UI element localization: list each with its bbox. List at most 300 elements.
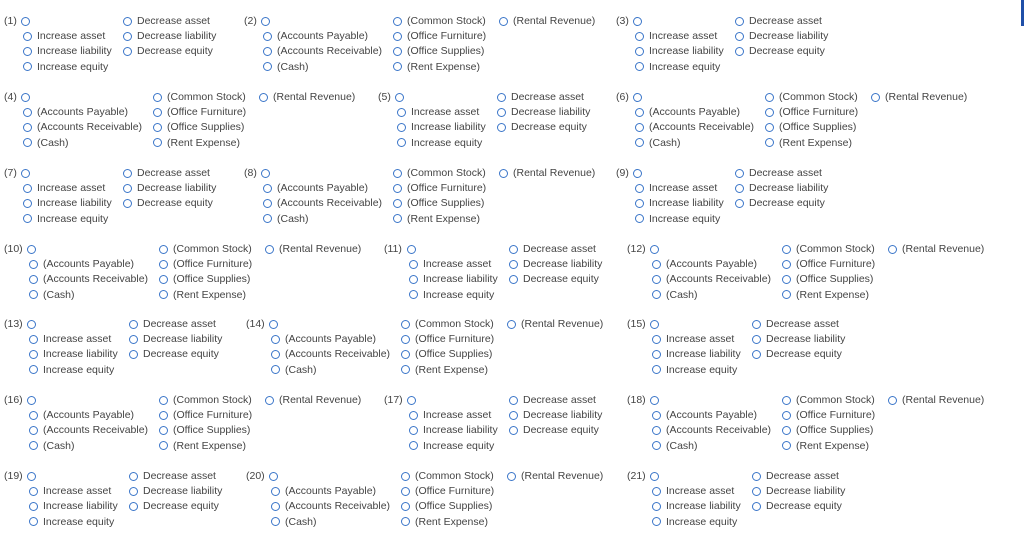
option-increase-equity[interactable]	[23, 60, 108, 74]
option-label: (Rental Revenue)	[273, 91, 356, 103]
option-accounts-receivable[interactable]	[635, 120, 754, 134]
option-label: Increase liability	[649, 45, 724, 58]
blank-radio[interactable]	[633, 90, 647, 104]
radio-icon	[27, 396, 36, 405]
radio-icon	[401, 320, 410, 329]
radio-icon	[635, 184, 644, 193]
radio-icon	[507, 472, 516, 481]
option-decrease-equity[interactable]	[752, 499, 842, 513]
option-common-stock[interactable]	[153, 90, 246, 104]
radio-icon	[23, 62, 32, 71]
option-increase-equity[interactable]	[29, 515, 114, 529]
option-rent-expense[interactable]	[765, 136, 852, 150]
option-decrease-asset[interactable]	[129, 317, 216, 331]
option-decrease-asset[interactable]	[735, 166, 822, 180]
option-rental-revenue[interactable]	[888, 242, 984, 256]
option-label: Decrease asset	[143, 470, 216, 482]
option-accounts-payable[interactable]	[652, 408, 757, 422]
radio-icon	[129, 502, 138, 511]
radio-icon	[497, 93, 506, 102]
radio-icon	[752, 335, 761, 344]
radio-icon	[652, 517, 661, 526]
option-increase-asset[interactable]	[635, 181, 717, 195]
option-increase-liability[interactable]	[23, 44, 112, 58]
option-increase-equity[interactable]	[409, 439, 494, 453]
radio-icon	[752, 502, 761, 511]
option-label: (Accounts Payable)	[285, 333, 377, 346]
option-rental-revenue[interactable]	[499, 166, 595, 180]
question-number: (17)	[384, 394, 403, 406]
option-decrease-asset[interactable]	[509, 242, 596, 256]
question-number: (11)	[384, 243, 402, 255]
option-increase-asset[interactable]	[23, 181, 105, 195]
option-accounts-receivable[interactable]	[23, 120, 142, 134]
option-rental-revenue[interactable]	[507, 469, 603, 483]
option-accounts-payable[interactable]	[23, 105, 128, 119]
option-decrease-liability[interactable]	[129, 484, 222, 498]
option-increase-asset[interactable]	[652, 484, 734, 498]
option-office-supplies[interactable]	[782, 272, 873, 286]
option-common-stock[interactable]	[401, 317, 494, 331]
radio-icon	[782, 245, 791, 254]
option-cash[interactable]	[263, 60, 309, 74]
option-increase-equity[interactable]	[397, 136, 482, 150]
option-increase-liability[interactable]	[652, 499, 741, 513]
option-decrease-liability[interactable]	[752, 332, 845, 346]
option-label: (Office Furniture)	[173, 409, 253, 422]
option-increase-liability[interactable]	[635, 196, 724, 210]
option-cash[interactable]	[652, 439, 698, 453]
radio-icon	[635, 138, 644, 147]
radio-icon	[652, 411, 661, 420]
option-label: Decrease asset	[523, 243, 596, 255]
option-decrease-liability[interactable]	[129, 332, 222, 346]
radio-icon	[393, 214, 402, 223]
question-number: (1)	[4, 15, 17, 27]
radio-icon	[159, 245, 168, 254]
option-rental-revenue[interactable]	[507, 317, 603, 331]
option-office-furniture[interactable]	[159, 408, 252, 422]
option-decrease-equity[interactable]	[123, 196, 213, 210]
option-accounts-receivable[interactable]	[263, 196, 382, 210]
option-label: Decrease equity	[523, 424, 599, 437]
option-label: Increase equity	[37, 60, 109, 73]
blank-radio[interactable]	[261, 14, 275, 28]
option-label: Increase asset	[649, 30, 718, 43]
option-decrease-liability[interactable]	[509, 408, 602, 422]
option-label: (Common Stock)	[415, 470, 494, 482]
option-label: Decrease liability	[143, 485, 223, 498]
option-decrease-equity[interactable]	[123, 44, 213, 58]
radio-icon	[407, 396, 416, 405]
radio-icon	[635, 47, 644, 56]
question-number: (5)	[378, 91, 391, 103]
option-decrease-liability[interactable]	[752, 484, 845, 498]
option-cash[interactable]	[263, 212, 309, 226]
option-label: Increase liability	[666, 348, 741, 361]
option-label: (Accounts Payable)	[277, 30, 369, 43]
option-increase-liability[interactable]	[652, 347, 741, 361]
question-number: (10)	[4, 243, 23, 255]
option-increase-asset[interactable]	[23, 29, 105, 43]
blank-radio[interactable]	[21, 90, 35, 104]
option-rental-revenue[interactable]	[871, 90, 967, 104]
option-label: Increase equity	[37, 212, 109, 225]
radio-icon	[401, 487, 410, 496]
option-cash[interactable]	[635, 136, 681, 150]
option-decrease-asset[interactable]	[509, 393, 596, 407]
radio-icon	[401, 350, 410, 359]
option-accounts-payable[interactable]	[635, 105, 740, 119]
option-increase-equity[interactable]	[29, 363, 114, 377]
radio-icon	[393, 169, 402, 178]
option-label: Decrease liability	[137, 182, 217, 195]
option-rent-expense[interactable]	[153, 136, 240, 150]
option-label: Increase equity	[649, 212, 721, 225]
radio-icon	[159, 441, 168, 450]
option-label: Increase asset	[666, 333, 735, 346]
option-cash[interactable]	[271, 363, 317, 377]
option-decrease-equity[interactable]	[735, 44, 825, 58]
option-rent-expense[interactable]	[401, 363, 488, 377]
option-office-supplies[interactable]	[782, 423, 873, 437]
option-label: Decrease liability	[749, 182, 829, 195]
option-rental-revenue[interactable]	[259, 90, 355, 104]
radio-icon	[393, 62, 402, 71]
question-number: (9)	[616, 167, 629, 179]
option-office-furniture[interactable]	[393, 29, 486, 43]
option-accounts-payable[interactable]	[652, 257, 757, 271]
option-cash[interactable]	[29, 439, 75, 453]
radio-icon	[269, 472, 278, 481]
option-accounts-receivable[interactable]	[29, 272, 148, 286]
option-label: (Accounts Payable)	[43, 258, 135, 271]
option-accounts-payable[interactable]	[271, 484, 376, 498]
option-office-furniture[interactable]	[782, 257, 875, 271]
radio-icon	[261, 17, 270, 26]
blank-radio[interactable]	[407, 393, 421, 407]
option-accounts-receivable[interactable]	[271, 499, 390, 513]
option-decrease-liability[interactable]	[735, 181, 828, 195]
option-increase-equity[interactable]	[409, 288, 494, 302]
radio-icon	[271, 365, 280, 374]
option-label: (Common Stock)	[779, 91, 858, 103]
option-decrease-liability[interactable]	[497, 105, 590, 119]
option-decrease-equity[interactable]	[509, 272, 599, 286]
radio-icon	[652, 487, 661, 496]
radio-icon	[129, 320, 138, 329]
option-label: Increase asset	[666, 485, 735, 498]
radio-icon	[652, 350, 661, 359]
option-label: (Cash)	[666, 288, 698, 301]
option-accounts-receivable[interactable]	[271, 347, 390, 361]
option-increase-asset[interactable]	[409, 257, 491, 271]
option-cash[interactable]	[23, 136, 69, 150]
option-label: (Office Furniture)	[796, 409, 876, 422]
radio-icon	[29, 426, 38, 435]
option-label: Increase liability	[37, 45, 112, 58]
blank-radio[interactable]	[650, 393, 664, 407]
option-increase-liability[interactable]	[23, 196, 112, 210]
radio-icon	[159, 290, 168, 299]
radio-icon	[159, 260, 168, 269]
option-label: (Common Stock)	[173, 243, 252, 255]
option-office-furniture[interactable]	[393, 181, 486, 195]
option-office-supplies[interactable]	[765, 120, 856, 134]
option-label: (Common Stock)	[167, 91, 246, 103]
question-number: (8)	[244, 167, 257, 179]
blank-radio[interactable]	[27, 469, 41, 483]
option-increase-equity[interactable]	[23, 212, 108, 226]
radio-icon	[635, 108, 644, 117]
option-office-furniture[interactable]	[159, 257, 252, 271]
option-decrease-asset[interactable]	[123, 14, 210, 28]
option-common-stock[interactable]	[765, 90, 858, 104]
option-common-stock[interactable]	[393, 166, 486, 180]
option-accounts-payable[interactable]	[29, 408, 134, 422]
option-rent-expense[interactable]	[401, 515, 488, 529]
option-decrease-asset[interactable]	[129, 469, 216, 483]
radio-icon	[123, 17, 132, 26]
option-increase-liability[interactable]	[397, 120, 486, 134]
option-office-supplies[interactable]	[401, 499, 492, 513]
option-accounts-receivable[interactable]	[652, 423, 771, 437]
option-label: Increase liability	[423, 424, 498, 437]
option-increase-asset[interactable]	[652, 332, 734, 346]
radio-icon	[509, 426, 518, 435]
option-accounts-payable[interactable]	[29, 257, 134, 271]
option-label: Decrease liability	[511, 106, 591, 119]
option-rental-revenue[interactable]	[265, 393, 361, 407]
radio-icon	[393, 32, 402, 41]
option-decrease-liability[interactable]	[123, 29, 216, 43]
blank-radio[interactable]	[650, 469, 664, 483]
option-common-stock[interactable]	[393, 14, 486, 28]
radio-icon	[153, 123, 162, 132]
radio-icon	[782, 441, 791, 450]
option-decrease-equity[interactable]	[735, 196, 825, 210]
radio-icon	[259, 93, 268, 102]
option-accounts-receivable[interactable]	[652, 272, 771, 286]
radio-icon	[752, 472, 761, 481]
radio-icon	[21, 17, 30, 26]
option-office-supplies[interactable]	[159, 423, 250, 437]
option-increase-liability[interactable]	[409, 272, 498, 286]
option-common-stock[interactable]	[159, 393, 252, 407]
option-office-supplies[interactable]	[159, 272, 250, 286]
option-accounts-receivable[interactable]	[29, 423, 148, 437]
option-label: (Rent Expense)	[796, 288, 869, 301]
radio-icon	[782, 426, 791, 435]
option-office-supplies[interactable]	[393, 44, 484, 58]
option-label: Decrease liability	[523, 258, 603, 271]
option-label: Decrease asset	[137, 167, 210, 179]
radio-icon	[23, 199, 32, 208]
radio-icon	[407, 245, 416, 254]
radio-icon	[129, 350, 138, 359]
question-number: (4)	[4, 91, 17, 103]
option-increase-liability[interactable]	[29, 499, 118, 513]
option-label: (Accounts Receivable)	[285, 500, 391, 513]
option-increase-equity[interactable]	[635, 60, 720, 74]
option-rent-expense[interactable]	[782, 439, 869, 453]
option-label: (Rent Expense)	[167, 136, 240, 149]
option-label: (Office Supplies)	[779, 121, 857, 134]
radio-icon	[393, 199, 402, 208]
blank-radio[interactable]	[650, 242, 664, 256]
radio-icon	[271, 350, 280, 359]
option-common-stock[interactable]	[401, 469, 494, 483]
radio-icon	[409, 441, 418, 450]
option-label: (Accounts Payable)	[285, 485, 377, 498]
radio-icon	[409, 260, 418, 269]
option-increase-liability[interactable]	[635, 44, 724, 58]
option-label: Increase equity	[666, 515, 738, 528]
radio-icon	[507, 320, 516, 329]
blank-radio[interactable]	[633, 166, 647, 180]
radio-icon	[23, 184, 32, 193]
radio-icon	[393, 47, 402, 56]
option-decrease-equity[interactable]	[509, 423, 599, 437]
option-office-furniture[interactable]	[153, 105, 246, 119]
option-increase-asset[interactable]	[409, 408, 491, 422]
option-office-furniture[interactable]	[401, 332, 494, 346]
option-label: (Rental Revenue)	[885, 91, 968, 103]
option-increase-equity[interactable]	[652, 363, 737, 377]
option-office-furniture[interactable]	[401, 484, 494, 498]
radio-icon	[497, 123, 506, 132]
option-label: (Office Supplies)	[415, 500, 493, 513]
radio-icon	[21, 93, 30, 102]
option-accounts-payable[interactable]	[263, 29, 368, 43]
option-cash[interactable]	[271, 515, 317, 529]
option-rental-revenue[interactable]	[265, 242, 361, 256]
option-decrease-liability[interactable]	[735, 29, 828, 43]
option-common-stock[interactable]	[159, 242, 252, 256]
option-label: Increase equity	[43, 363, 115, 376]
option-rent-expense[interactable]	[782, 288, 869, 302]
radio-icon	[263, 214, 272, 223]
option-decrease-asset[interactable]	[497, 90, 584, 104]
option-rental-revenue[interactable]	[499, 14, 595, 28]
option-label: (Accounts Payable)	[649, 106, 741, 119]
option-decrease-equity[interactable]	[129, 499, 219, 513]
option-cash[interactable]	[29, 288, 75, 302]
option-rent-expense[interactable]	[393, 60, 480, 74]
option-increase-asset[interactable]	[29, 332, 111, 346]
blank-radio[interactable]	[27, 242, 41, 256]
radio-icon	[123, 184, 132, 193]
option-office-supplies[interactable]	[153, 120, 244, 134]
blank-radio[interactable]	[650, 317, 664, 331]
radio-icon	[735, 199, 744, 208]
option-accounts-payable[interactable]	[263, 181, 368, 195]
option-rent-expense[interactable]	[159, 288, 246, 302]
option-label: (Common Stock)	[407, 167, 486, 179]
option-decrease-equity[interactable]	[752, 347, 842, 361]
radio-icon	[635, 199, 644, 208]
option-increase-asset[interactable]	[29, 484, 111, 498]
option-increase-liability[interactable]	[409, 423, 498, 437]
radio-icon	[633, 17, 642, 26]
radio-icon	[650, 472, 659, 481]
option-label: (Rental Revenue)	[902, 394, 985, 406]
blank-radio[interactable]	[21, 14, 35, 28]
option-decrease-equity[interactable]	[497, 120, 587, 134]
question-number: (7)	[4, 167, 17, 179]
option-office-supplies[interactable]	[401, 347, 492, 361]
blank-radio[interactable]	[269, 317, 283, 331]
option-decrease-liability[interactable]	[509, 257, 602, 271]
option-decrease-asset[interactable]	[752, 317, 839, 331]
radio-icon	[271, 517, 280, 526]
option-decrease-asset[interactable]	[123, 166, 210, 180]
option-increase-equity[interactable]	[635, 212, 720, 226]
radio-icon	[159, 275, 168, 284]
question-number: (12)	[627, 243, 646, 255]
option-accounts-receivable[interactable]	[263, 44, 382, 58]
blank-radio[interactable]	[27, 317, 41, 331]
radio-icon	[401, 472, 410, 481]
option-label: (Common Stock)	[796, 243, 875, 255]
blank-radio[interactable]	[395, 90, 409, 104]
option-label: (Office Furniture)	[173, 258, 253, 271]
option-label: Decrease equity	[766, 500, 842, 513]
option-label: Decrease equity	[137, 45, 213, 58]
radio-icon	[23, 47, 32, 56]
option-decrease-liability[interactable]	[123, 181, 216, 195]
option-label: (Cash)	[277, 212, 309, 225]
option-common-stock[interactable]	[782, 242, 875, 256]
option-label: Increase liability	[649, 197, 724, 210]
option-decrease-asset[interactable]	[735, 14, 822, 28]
blank-radio[interactable]	[269, 469, 283, 483]
blank-radio[interactable]	[633, 14, 647, 28]
option-rental-revenue[interactable]	[888, 393, 984, 407]
option-office-furniture[interactable]	[765, 105, 858, 119]
radio-icon	[652, 365, 661, 374]
option-decrease-asset[interactable]	[752, 469, 839, 483]
option-accounts-payable[interactable]	[271, 332, 376, 346]
blank-radio[interactable]	[21, 166, 35, 180]
option-increase-asset[interactable]	[635, 29, 717, 43]
radio-icon	[401, 335, 410, 344]
option-rent-expense[interactable]	[393, 212, 480, 226]
blank-radio[interactable]	[27, 393, 41, 407]
option-decrease-equity[interactable]	[129, 347, 219, 361]
option-rent-expense[interactable]	[159, 439, 246, 453]
blank-radio[interactable]	[407, 242, 421, 256]
option-increase-equity[interactable]	[652, 515, 737, 529]
blank-radio[interactable]	[261, 166, 275, 180]
option-label: (Common Stock)	[415, 318, 494, 330]
option-label: Increase liability	[423, 273, 498, 286]
radio-icon	[888, 245, 897, 254]
option-common-stock[interactable]	[782, 393, 875, 407]
option-increase-asset[interactable]	[397, 105, 479, 119]
radio-icon	[393, 184, 402, 193]
option-increase-liability[interactable]	[29, 347, 118, 361]
radio-icon	[29, 350, 38, 359]
radio-icon	[765, 123, 774, 132]
radio-icon	[263, 199, 272, 208]
option-label: Decrease asset	[523, 394, 596, 406]
option-office-furniture[interactable]	[782, 408, 875, 422]
radio-icon	[409, 290, 418, 299]
option-office-supplies[interactable]	[393, 196, 484, 210]
option-cash[interactable]	[652, 288, 698, 302]
option-label: Decrease liability	[137, 30, 217, 43]
